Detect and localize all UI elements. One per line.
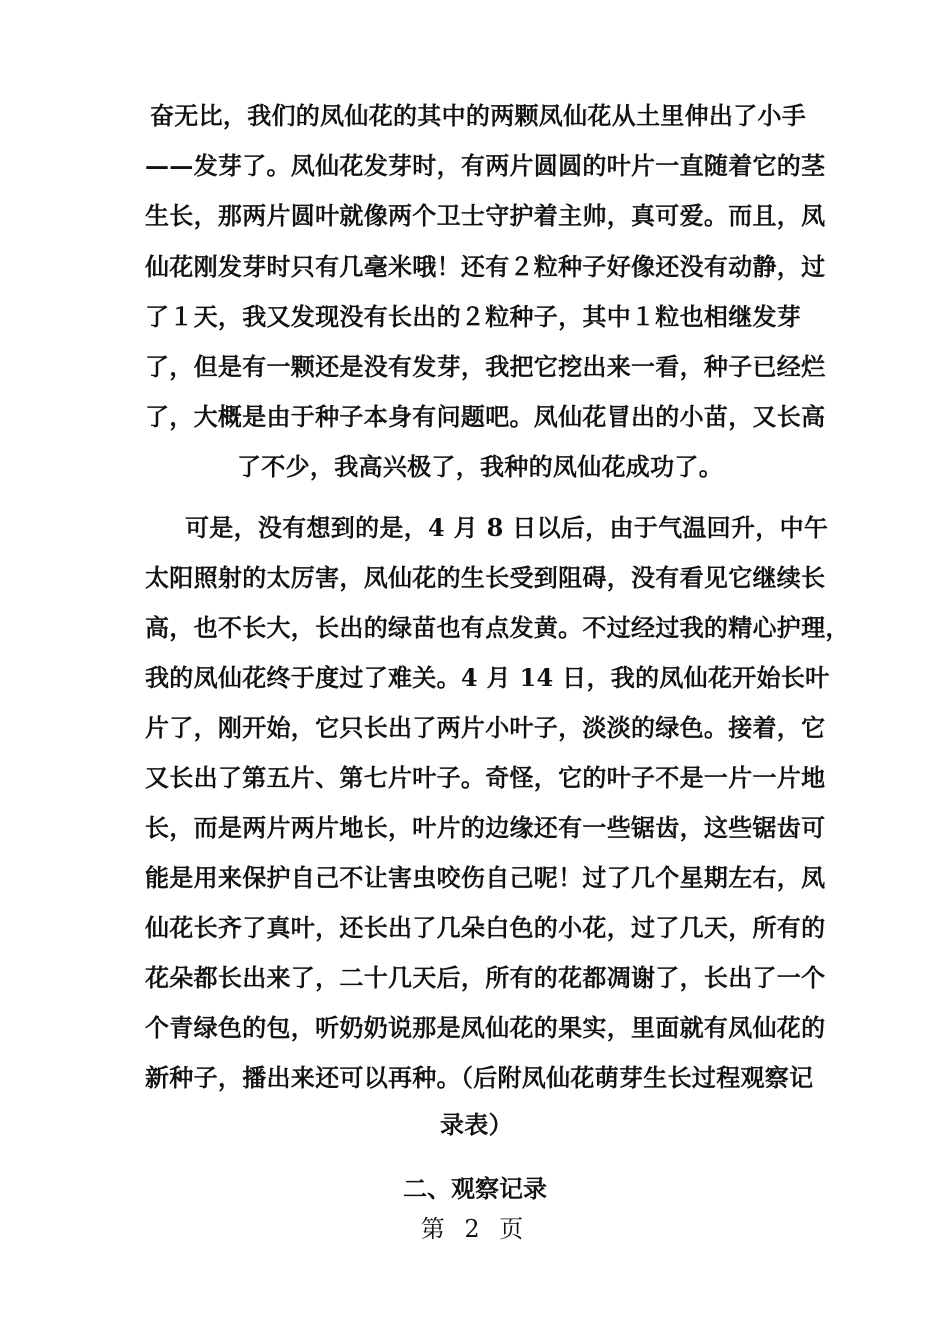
paragraph-2-line-13: 录表） bbox=[440, 1110, 513, 1139]
paragraph-1-line-8: 了不少，我高兴极了，我种的凤仙花成功了。 bbox=[237, 452, 723, 481]
paragraph-2-line-6: 又长出了第五片、第七片叶子。奇怪，它的叶子不是一片一片地 bbox=[145, 763, 826, 792]
paragraph-2-line-11: 个青绿色的包，听奶奶说那是凤仙花的果实，里面就有凤仙花的 bbox=[145, 1013, 826, 1042]
paragraph-1-line-4: 仙花刚发芽时只有几毫米哦！还有２粒种子好像还没有动静，过 bbox=[145, 252, 826, 281]
paragraph-1-line-2: ——发芽了。凤仙花发芽时，有两片圆圆的叶片一直随着它的茎 bbox=[145, 151, 826, 180]
page-number: 第 2 页 bbox=[420, 1215, 530, 1243]
paragraph-2-line-3: 高，也不长大，长出的绿苗也有点发黄。不过经过我的精心护理， bbox=[145, 613, 850, 642]
paragraph-2-line-10: 花朵都长出来了，二十几天后，所有的花都凋谢了，长出了一个 bbox=[145, 963, 826, 992]
paragraph-1-line-3: 生长，那两片圆叶就像两个卫士守护着主帅，真可爱。而且，凤 bbox=[145, 201, 826, 230]
paragraph-2-line-7: 长，而是两片两片地长，叶片的边缘还有一些锯齿，这些锯齿可 bbox=[145, 813, 826, 842]
paragraph-2-line-2: 太阳照射的太厉害，凤仙花的生长受到阻碍，没有看见它继续长 bbox=[145, 563, 826, 592]
paragraph-2-line-8: 能是用来保护自己不让害虫咬伤自己呢！过了几个星期左右，凤 bbox=[145, 863, 826, 892]
paragraph-2-line-12: 新种子，播出来还可以再种。（后附凤仙花萌芽生长过程观察记 bbox=[145, 1063, 814, 1092]
paragraph-1-line-1: 奋无比，我们的凤仙花的其中的两颗凤仙花从土里伸出了小手 bbox=[150, 101, 807, 130]
paragraph-1-line-5: 了１天，我又发现没有长出的２粒种子，其中１粒也相继发芽 bbox=[145, 302, 802, 331]
paragraph-2-line-1: 可是，没有想到的是，4 月 8 日以后，由于气温回升，中午 bbox=[185, 513, 829, 542]
paragraph-1-line-6: 了，但是有一颗还是没有发芽，我把它挖出来一看，种子已经烂 bbox=[145, 352, 826, 381]
paragraph-2-line-9: 仙花长齐了真叶，还长出了几朵白色的小花，过了几天，所有的 bbox=[145, 913, 826, 942]
paragraph-2-line-4: 我的凤仙花终于度过了难关。4 月 14 日，我的凤仙花开始长叶 bbox=[145, 663, 830, 692]
paragraph-1-line-7: 了，大概是由于种子本身有问题吧。凤仙花冒出的小苗，又长高 bbox=[145, 402, 826, 431]
paragraph-2-line-5: 片了，刚开始，它只长出了两片小叶子，淡淡的绿色。接着，它 bbox=[145, 713, 826, 742]
section-heading: 二、观察记录 bbox=[403, 1174, 547, 1203]
